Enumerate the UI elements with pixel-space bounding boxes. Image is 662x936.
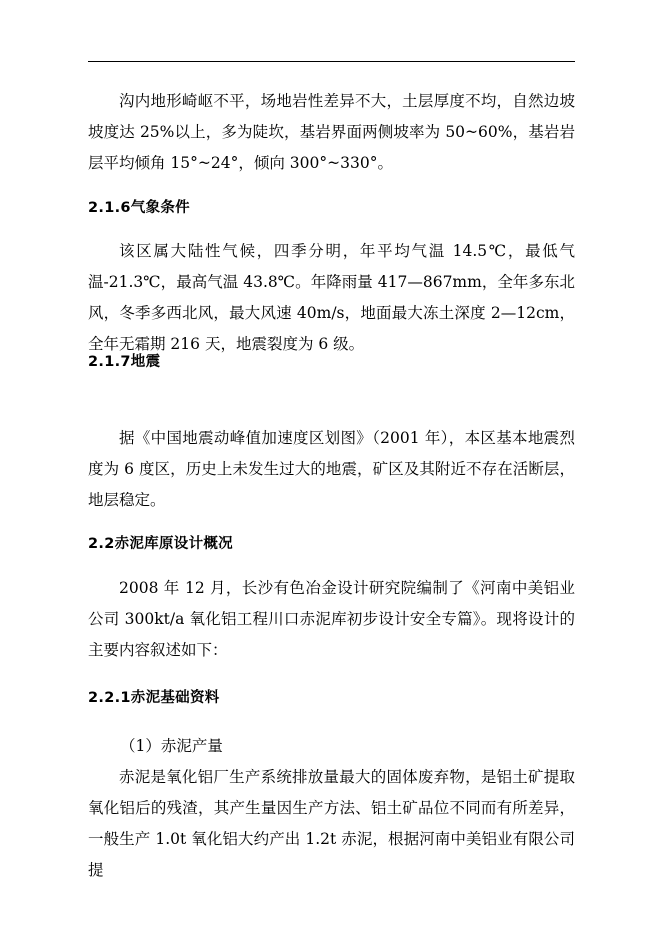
paragraph-red-mud: 赤泥是氧化铝厂生产系统排放量最大的固体废弃物，是铝土矿提取氧化铝后的残渣，其产生量因生产方法、铝土矿品位不同而有所差异，一般生产 1.0t 氧化铝大约产出 1.2t 赤泥，根据河南中美铝业有限公司提 (88, 768, 575, 879)
header-rule (88, 61, 575, 62)
paragraph-terrain: 沟内地形崎岖不平，场地岩性差异不大，土层厚度不均，自然边坡坡度达 25%以上，多为陡坎，基岩界面两侧坡率为 50~60%，基岩岩层平均倾角 15°~24°，倾向 300°~330°。 (88, 92, 575, 172)
heading-earthquake: 2.1.7地震 (88, 354, 161, 370)
paragraph-earthquake: 据《中国地震动峰值加速度区划图》（2001 年），本区基本地震烈度为 6 度区，历史上未发生过大的地震，矿区及其附近不存在活断层，地层稳定。 (88, 429, 575, 509)
heading-climate: 2.1.6气象条件 (88, 200, 190, 216)
heading-design-overview: 2.2赤泥库原设计概况 (88, 536, 233, 552)
heading-basic-data: 2.2.1赤泥基础资料 (88, 690, 220, 706)
subheading-red-mud-output: （1）赤泥产量 (120, 737, 223, 755)
paragraph-climate: 该区属大陆性气候，四季分明，年平均气温 14.5℃，最低气温-21.3℃，最高气温 43.8℃。年降雨量 417—867mm，全年多东北风，冬季多西北风，最大风速 40m/s，地面最大冻土深度 2—12cm，全年无霜期 216 天，地震裂度为 6 级。 (88, 242, 575, 353)
paragraph-design-overview: 2008 年 12 月，长沙有色冶金设计研究院编制了《河南中美铝业公司 300kt/a 氧化铝工程川口赤泥库初步设计安全专篇》。现将设计的主要内容叙述如下： (88, 579, 575, 659)
